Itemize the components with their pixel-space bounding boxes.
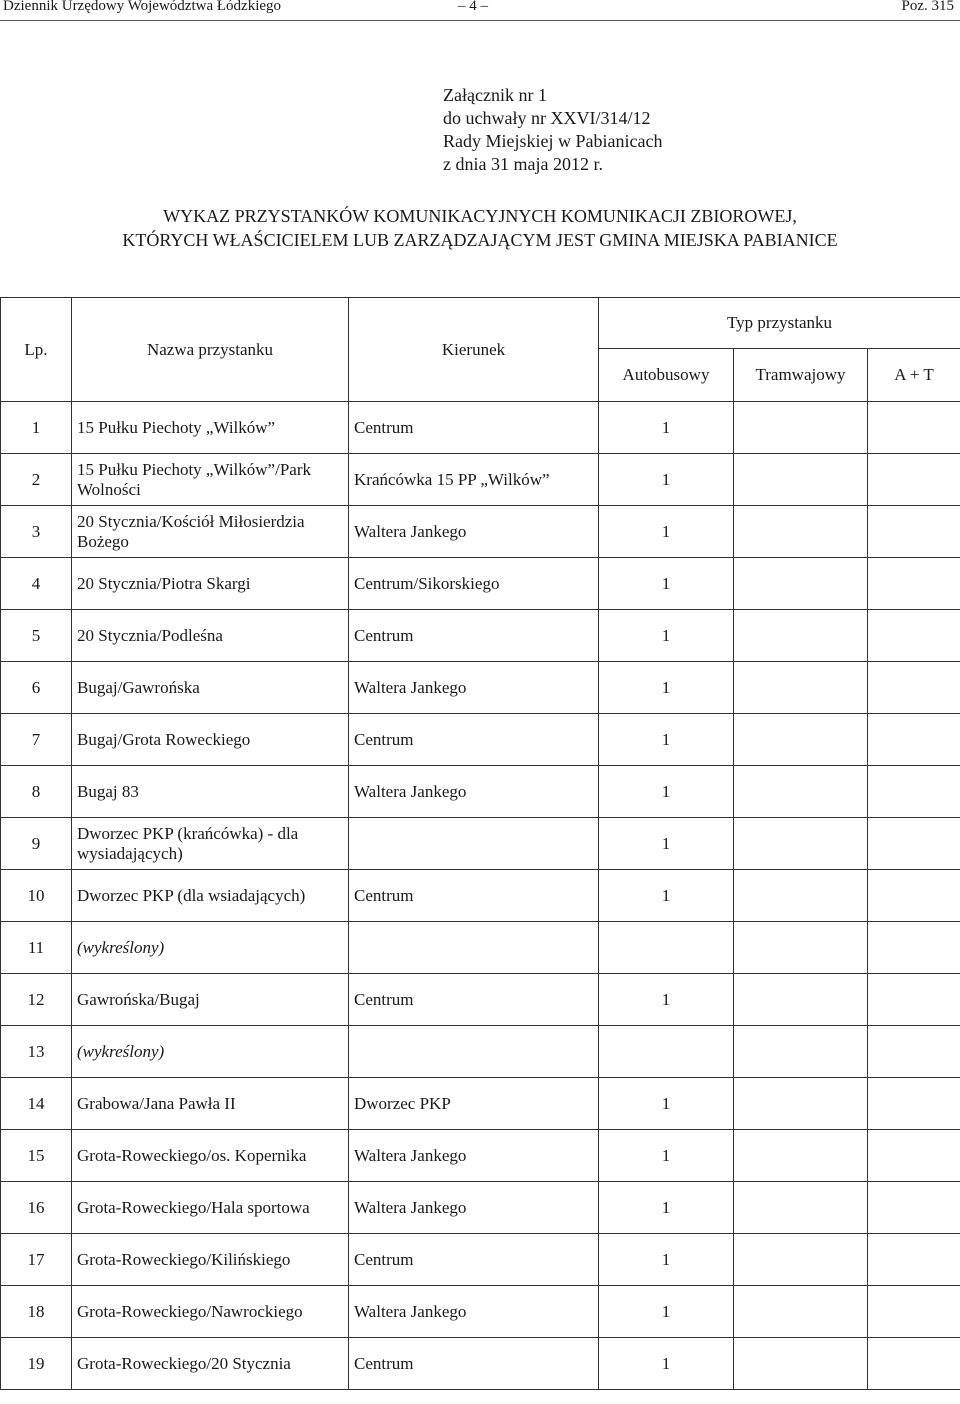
row-tram <box>734 974 868 1026</box>
table-row <box>1 1026 960 1078</box>
row-tram <box>734 1234 868 1286</box>
row-lp: 6 <box>1 662 72 714</box>
row-tram <box>734 870 868 922</box>
row-bus: 1 <box>599 506 734 558</box>
row-tram <box>734 454 868 506</box>
table-row <box>1 922 960 974</box>
row-direction: Waltera Jankego <box>349 1130 599 1182</box>
row-direction: Centrum <box>349 870 599 922</box>
row-bus: 1 <box>599 610 734 662</box>
row-lp: 19 <box>1 1338 72 1390</box>
row-at <box>868 662 960 714</box>
row-tram <box>734 922 868 974</box>
row-bus: 1 <box>599 1182 734 1234</box>
table-row <box>1 974 960 1026</box>
row-direction: Waltera Jankego <box>349 766 599 818</box>
row-name: Grota-Roweckiego/Hala sportowa <box>72 1182 349 1234</box>
row-at <box>868 766 960 818</box>
row-name: (wykreślony) <box>72 1026 349 1078</box>
row-name: 20 Stycznia/Piotra Skargi <box>72 558 349 610</box>
row-tram <box>734 1078 868 1130</box>
row-name: Grota-Roweckiego/Kilińskiego <box>72 1234 349 1286</box>
col-header-type: Typ przystanku <box>599 298 960 349</box>
table-row <box>1 558 960 610</box>
row-at <box>868 974 960 1026</box>
row-direction <box>349 818 599 870</box>
col-header-direction: Kierunek <box>349 298 599 402</box>
row-bus <box>599 1026 734 1078</box>
row-at <box>868 558 960 610</box>
row-name: Bugaj/Grota Roweckiego <box>72 714 349 766</box>
row-bus: 1 <box>599 1234 734 1286</box>
row-tram <box>734 714 868 766</box>
row-name: (wykreślony) <box>72 922 349 974</box>
row-tram <box>734 1130 868 1182</box>
row-name: 20 Stycznia/Kościół Miłosierdzia Bożego <box>72 506 349 558</box>
title-line: KTÓRYCH WŁAŚCICIELEM LUB ZARZĄDZAJĄCYM JEST GMINA MIEJSKA PABIANICE <box>122 230 838 250</box>
row-bus: 1 <box>599 818 734 870</box>
row-lp: 3 <box>1 506 72 558</box>
table-row <box>1 402 960 454</box>
row-bus: 1 <box>599 662 734 714</box>
row-lp: 1 <box>1 402 72 454</box>
row-tram <box>734 610 868 662</box>
row-lp: 15 <box>1 1130 72 1182</box>
row-bus: 1 <box>599 1130 734 1182</box>
row-direction: Krańcówka 15 PP „Wilków” <box>349 454 599 506</box>
position-number: Poz. 315 <box>901 0 954 14</box>
col-header-at: A + T <box>868 349 960 402</box>
row-direction: Centrum <box>349 974 599 1026</box>
col-header-tram: Tramwajowy <box>734 349 868 402</box>
title-line: WYKAZ PRZYSTANKÓW KOMUNIKACYJNYCH KOMUNIKACJI ZBIOROWEJ, <box>163 206 797 226</box>
row-at <box>868 402 960 454</box>
row-tram <box>734 402 868 454</box>
row-tram <box>734 662 868 714</box>
row-at <box>868 610 960 662</box>
row-direction: Waltera Jankego <box>349 662 599 714</box>
row-direction: Waltera Jankego <box>349 1182 599 1234</box>
row-name: 20 Stycznia/Podleśna <box>72 610 349 662</box>
row-name: 15 Pułku Piechoty „Wilków”/Park Wolności <box>72 454 349 506</box>
table-row <box>1 1130 960 1182</box>
row-tram <box>734 766 868 818</box>
annex-line: do uchwały nr XXVI/314/12 <box>443 108 651 128</box>
table-row <box>1 1182 960 1234</box>
row-bus: 1 <box>599 870 734 922</box>
row-bus: 1 <box>599 558 734 610</box>
col-header-bus: Autobusowy <box>599 349 734 402</box>
row-lp: 18 <box>1 1286 72 1338</box>
row-direction: Dworzec PKP <box>349 1078 599 1130</box>
row-name: Grabowa/Jana Pawła II <box>72 1078 349 1130</box>
row-name: Bugaj 83 <box>72 766 349 818</box>
row-at <box>868 714 960 766</box>
col-header-lp: Lp. <box>1 298 72 402</box>
annex-line: Rady Miejskiej w Pabianicach <box>443 131 663 151</box>
row-tram <box>734 1286 868 1338</box>
row-lp: 5 <box>1 610 72 662</box>
page-number: – 4 – <box>458 0 488 14</box>
row-direction <box>349 1026 599 1078</box>
row-bus: 1 <box>599 766 734 818</box>
row-lp: 10 <box>1 870 72 922</box>
row-bus: 1 <box>599 974 734 1026</box>
row-lp: 17 <box>1 1234 72 1286</box>
row-tram <box>734 1182 868 1234</box>
row-tram <box>734 818 868 870</box>
row-bus <box>599 922 734 974</box>
row-tram <box>734 1338 868 1390</box>
table-row <box>1 506 960 558</box>
row-direction: Centrum <box>349 1338 599 1390</box>
row-tram <box>734 1026 868 1078</box>
row-name: Grota-Roweckiego/os. Kopernika <box>72 1130 349 1182</box>
row-at <box>868 870 960 922</box>
row-direction: Centrum <box>349 402 599 454</box>
row-direction: Waltera Jankego <box>349 506 599 558</box>
table-row <box>1 1234 960 1286</box>
row-at <box>868 818 960 870</box>
row-at <box>868 1286 960 1338</box>
row-lp: 14 <box>1 1078 72 1130</box>
table-row <box>1 1338 960 1390</box>
row-lp: 16 <box>1 1182 72 1234</box>
row-lp: 2 <box>1 454 72 506</box>
row-direction: Centrum <box>349 610 599 662</box>
row-name: Bugaj/Gawrońska <box>72 662 349 714</box>
row-direction: Centrum <box>349 1234 599 1286</box>
row-lp: 13 <box>1 1026 72 1078</box>
table-row <box>1 714 960 766</box>
row-name: Dworzec PKP (krańcówka) - dla wysiadających) <box>72 818 349 870</box>
annex-line: z dnia 31 maja 2012 r. <box>443 154 603 174</box>
row-direction: Centrum <box>349 714 599 766</box>
row-lp: 11 <box>1 922 72 974</box>
row-lp: 12 <box>1 974 72 1026</box>
row-bus: 1 <box>599 1338 734 1390</box>
row-direction <box>349 922 599 974</box>
row-at <box>868 1234 960 1286</box>
row-bus: 1 <box>599 454 734 506</box>
row-lp: 9 <box>1 818 72 870</box>
row-name: Grota-Roweckiego/20 Stycznia <box>72 1338 349 1390</box>
row-tram <box>734 558 868 610</box>
row-direction: Centrum/Sikorskiego <box>349 558 599 610</box>
table-row <box>1 1078 960 1130</box>
row-tram <box>734 506 868 558</box>
table-row <box>1 870 960 922</box>
table-row <box>1 454 960 506</box>
row-bus: 1 <box>599 1286 734 1338</box>
row-name: Dworzec PKP (dla wsiadających) <box>72 870 349 922</box>
annex-block <box>443 84 662 176</box>
row-name: Gawrońska/Bugaj <box>72 974 349 1026</box>
row-at <box>868 1338 960 1390</box>
bus-stops-table <box>0 297 960 1390</box>
table-row <box>1 1286 960 1338</box>
row-direction: Waltera Jankego <box>349 1286 599 1338</box>
table-row <box>1 818 960 870</box>
annex-line: Załącznik nr 1 <box>443 85 547 105</box>
row-lp: 4 <box>1 558 72 610</box>
row-name: 15 Pułku Piechoty „Wilków” <box>72 402 349 454</box>
page-header <box>0 0 960 21</box>
row-lp: 7 <box>1 714 72 766</box>
table-row <box>1 610 960 662</box>
journal-name: Dziennik Urzędowy Województwa Łódzkiego <box>3 0 282 14</box>
row-at <box>868 922 960 974</box>
row-at <box>868 454 960 506</box>
document-title <box>0 204 960 252</box>
row-at <box>868 1026 960 1078</box>
row-at <box>868 1078 960 1130</box>
row-lp: 8 <box>1 766 72 818</box>
row-bus: 1 <box>599 402 734 454</box>
col-header-name: Nazwa przystanku <box>72 298 349 402</box>
row-at <box>868 1182 960 1234</box>
row-bus: 1 <box>599 714 734 766</box>
row-name: Grota-Roweckiego/Nawrockiego <box>72 1286 349 1338</box>
table-row <box>1 662 960 714</box>
row-at <box>868 506 960 558</box>
table-row <box>1 766 960 818</box>
row-at <box>868 1130 960 1182</box>
row-bus: 1 <box>599 1078 734 1130</box>
